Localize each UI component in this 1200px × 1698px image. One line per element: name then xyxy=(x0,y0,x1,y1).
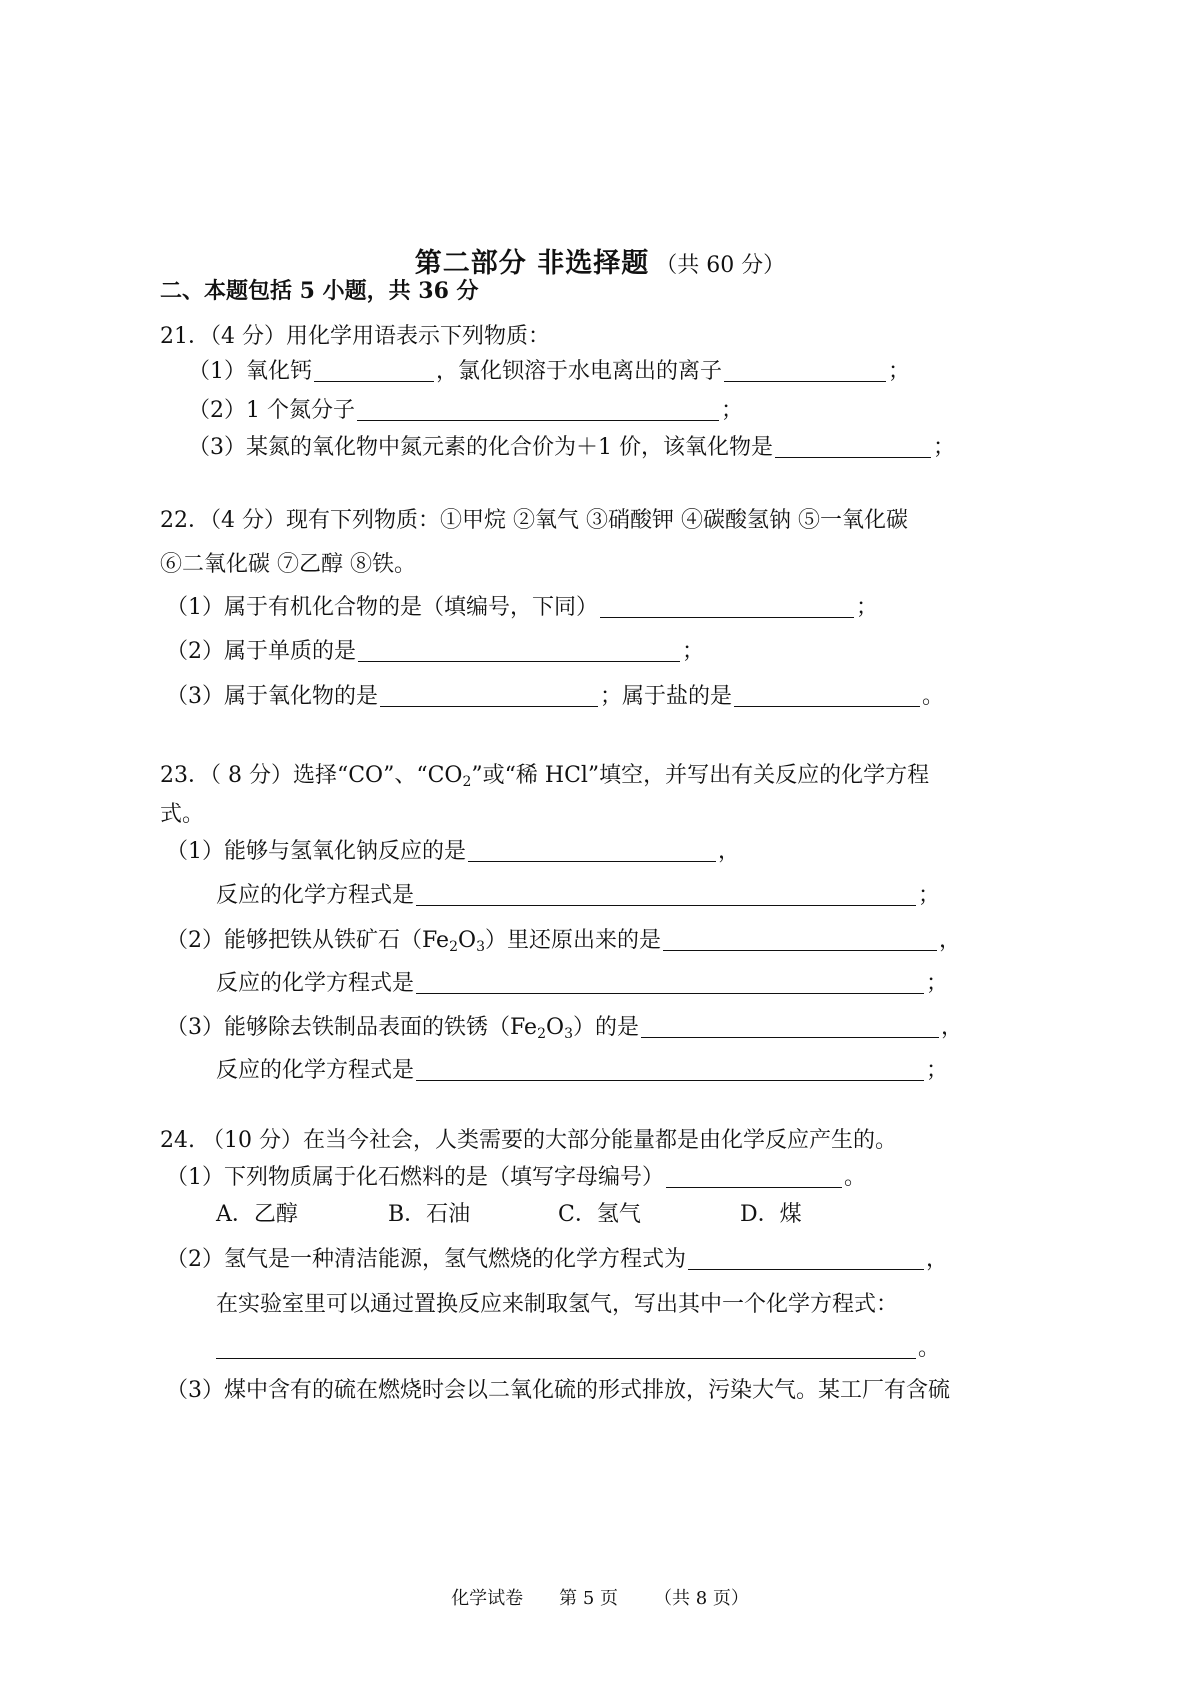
footer-total: （共 8 页） xyxy=(654,1588,749,1609)
punct: ； xyxy=(918,883,941,908)
answer-blank[interactable] xyxy=(724,359,886,382)
q21-part3-text: （3）某氮的氧化物中氮元素的化合价为＋1 价，该氧化物是 xyxy=(188,435,773,460)
answer-blank[interactable] xyxy=(357,398,719,421)
option-c: C．氢气 xyxy=(558,1202,641,1227)
equation-label: 反应的化学方程式是 xyxy=(216,971,415,996)
option-d: D．煤 xyxy=(740,1202,802,1227)
q21-part1 xyxy=(188,357,910,387)
q23-part2-text-b: ）里还原出来的是 xyxy=(484,928,661,953)
answer-blank[interactable] xyxy=(600,595,854,618)
punct: ； xyxy=(682,639,705,664)
punct: 。 xyxy=(844,1165,867,1190)
q24-part2 xyxy=(166,1245,948,1275)
q24-part3: （3）煤中含有的硫在燃烧时会以二氧化硫的形式排放，污染大气。某工厂有含硫 xyxy=(166,1378,950,1403)
q24-part2-cont: 在实验室里可以通过置换反应来制取氢气，写出其中一个化学方程式： xyxy=(216,1292,899,1317)
q24-options xyxy=(216,1200,802,1230)
subscript: 3 xyxy=(476,939,485,955)
footer-subject: 化学试卷 xyxy=(451,1588,524,1609)
punct: ； xyxy=(926,971,949,996)
q23-part3-text-b: ）的是 xyxy=(572,1015,639,1040)
answer-blank[interactable] xyxy=(314,359,434,382)
q21-part3 xyxy=(188,433,955,463)
answer-blank[interactable] xyxy=(416,971,924,994)
page-footer xyxy=(0,1584,1200,1610)
punct: ， xyxy=(939,928,962,953)
section-heading: 二、本题包括 5 小题，共 36 分 xyxy=(160,278,479,304)
answer-blank[interactable] xyxy=(380,684,598,707)
subscript: 2 xyxy=(537,1026,547,1042)
equation-label: 反应的化学方程式是 xyxy=(216,1058,415,1083)
q21-part1-text: （1）氧化钙 xyxy=(188,359,312,384)
option-a: A．乙醇 xyxy=(216,1202,298,1227)
punct: ， xyxy=(941,1015,964,1040)
q23-heading-cont: 式。 xyxy=(160,802,205,827)
formula-o: O xyxy=(458,928,477,953)
title-points: （共 60 分） xyxy=(655,253,786,278)
q23-part3-equation xyxy=(216,1056,948,1086)
punct: ； xyxy=(721,398,744,423)
q22-part2 xyxy=(166,637,704,667)
q24-part2-equation xyxy=(216,1334,940,1364)
subscript: 2 xyxy=(462,774,472,790)
q21-part2-text: （2）1 个氮分子 xyxy=(188,398,355,423)
answer-blank[interactable] xyxy=(416,883,916,906)
q23-part2-text: （2）能够把铁从铁矿石（Fe xyxy=(166,928,450,953)
q22-part3 xyxy=(166,682,944,712)
q21-part1-text-b: ，氯化钡溶于水电离出的离子 xyxy=(436,359,723,384)
q23-part3-text: （3）能够除去铁制品表面的铁锈（Fe xyxy=(166,1015,538,1040)
title-main: 第二部分 非选择题 xyxy=(414,248,650,279)
q22-heading: 22．（4 分）现有下列物质：①甲烷 ②氧气 ③硝酸钾 ④碳酸氢钠 ⑤一氧化碳 xyxy=(160,508,908,533)
subscript: 2 xyxy=(449,939,459,955)
answer-blank[interactable] xyxy=(416,1058,924,1081)
q24-part1 xyxy=(166,1163,866,1193)
answer-blank[interactable] xyxy=(666,1165,842,1188)
q22-part3-text-b: ；属于盐的是 xyxy=(600,684,733,709)
answer-blank[interactable] xyxy=(641,1015,939,1038)
q22-part3-text: （3）属于氧化物的是 xyxy=(166,684,378,709)
answer-blank[interactable] xyxy=(775,435,931,458)
answer-blank[interactable] xyxy=(216,1336,916,1359)
answer-blank[interactable] xyxy=(688,1247,924,1270)
answer-blank[interactable] xyxy=(468,839,716,862)
q23-heading xyxy=(160,761,929,791)
punct: 。 xyxy=(922,684,945,709)
punct: 。 xyxy=(918,1336,941,1361)
subscript: 3 xyxy=(564,1026,573,1042)
footer-page: 第 5 页 xyxy=(559,1588,618,1609)
q23-heading-text-b: ”或“稀 HCl”填空，并写出有关反应的化学方程 xyxy=(471,763,930,788)
q23-part1-text: （1）能够与氢氧化钠反应的是 xyxy=(166,839,466,864)
punct: ； xyxy=(926,1058,949,1083)
q23-part1-equation xyxy=(216,881,940,911)
option-b: B．石油 xyxy=(388,1202,471,1227)
q23-part3 xyxy=(166,1013,963,1043)
formula-o: O xyxy=(546,1015,565,1040)
q23-part1 xyxy=(166,837,740,867)
q23-heading-text: 23．（ 8 分）选择“CO”、“CO xyxy=(160,763,463,788)
equation-label: 反应的化学方程式是 xyxy=(216,883,415,908)
q21-part2 xyxy=(188,396,743,426)
q23-part2 xyxy=(166,926,961,956)
answer-blank[interactable] xyxy=(358,639,680,662)
q24-part2-text: （2）氢气是一种清洁能源，氢气燃烧的化学方程式为 xyxy=(166,1247,686,1272)
q24-heading: 24. （10 分）在当今社会，人类需要的大部分能量都是由化学反应产生的。 xyxy=(160,1128,897,1153)
punct: ； xyxy=(933,435,956,460)
punct: ， xyxy=(718,839,741,864)
answer-blank[interactable] xyxy=(734,684,920,707)
punct: ； xyxy=(888,359,911,384)
q23-part2-equation xyxy=(216,969,948,999)
answer-blank[interactable] xyxy=(663,928,937,951)
punct: ； xyxy=(856,595,879,620)
q22-part2-text: （2）属于单质的是 xyxy=(166,639,356,664)
punct: ， xyxy=(926,1247,949,1272)
q22-part1 xyxy=(166,593,878,623)
q21-heading: 21．（4 分）用化学用语表示下列物质： xyxy=(160,324,550,349)
q22-part1-text: （1）属于有机化合物的是（填编号，下同） xyxy=(166,595,598,620)
q24-part1-text: （1）下列物质属于化石燃料的是（填写字母编号） xyxy=(166,1165,664,1190)
q22-heading-cont: ⑥二氧化碳 ⑦乙醇 ⑧铁。 xyxy=(160,552,416,577)
